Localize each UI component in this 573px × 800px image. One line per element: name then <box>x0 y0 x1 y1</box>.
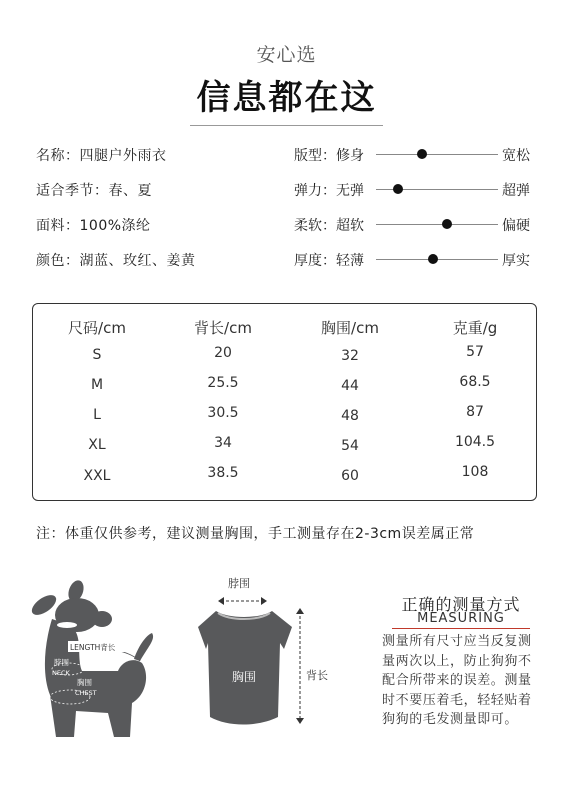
scale-track <box>376 224 498 225</box>
attr-label: 适合季节： <box>36 183 109 199</box>
table-header-weight: 克重/g <box>452 319 498 337</box>
table-cell: 54 <box>341 438 359 454</box>
table-cell: 60 <box>341 468 359 484</box>
attr-name <box>36 145 167 165</box>
dog-measure-diagram <box>22 575 172 750</box>
scale-right-label: 超弹 <box>502 183 530 199</box>
table-cell: 32 <box>341 348 359 364</box>
measuring-subtitle: MEASURING <box>417 611 505 626</box>
scale-label: 柔软：超软 <box>294 218 364 234</box>
dog-raincoat-icon <box>198 611 292 725</box>
dog-silhouette-icon <box>29 578 154 737</box>
measuring-title: 正确的测量方式 <box>401 595 521 614</box>
table-cell: 34 <box>214 435 232 451</box>
table-header-chest: 胸围/cm <box>321 319 379 337</box>
table-cell: S <box>92 347 102 363</box>
attr-label: 颜色： <box>36 253 80 269</box>
chest-label-en: CHEST <box>75 689 97 697</box>
chest-measure-label: 胸围 <box>232 670 257 684</box>
scale-marker <box>417 149 427 159</box>
table-cell: 48 <box>341 408 359 424</box>
scale-right-label: 宽松 <box>502 148 530 164</box>
chest-label-cn: 胸围 <box>77 678 92 687</box>
scale-marker <box>442 219 452 229</box>
scale-right-label: 厚实 <box>502 253 530 269</box>
table-cell: 104.5 <box>454 434 496 450</box>
measuring-divider <box>392 628 530 629</box>
table-cell: 68.5 <box>459 374 491 390</box>
scale-marker <box>428 254 438 264</box>
table-cell: 20 <box>214 345 232 361</box>
table-header-size: 尺码/cm <box>68 319 126 337</box>
neck-label-cn: 脖围 <box>54 658 69 667</box>
measuring-instructions: 测量所有尺寸应当反复测量两次以上，防止狗狗不配合所带来的误差。测量时不要压着毛，轻轻贴着狗狗的毛发测量即可。 <box>382 634 532 727</box>
attr-value: 100%涤纶 <box>79 218 151 234</box>
table-header-back-length: 背长/cm <box>194 319 252 337</box>
attr-color <box>36 250 196 270</box>
table-cell: 30.5 <box>207 405 239 421</box>
scale-label: 版型：修身 <box>294 148 364 164</box>
table-cell: 57 <box>466 344 484 360</box>
size-note: 注：体重仅供参考，建议测量胸围，手工测量存在2-3cm误差属正常 <box>36 526 475 542</box>
back-length-label: 背长 <box>306 669 328 682</box>
length-label: LENGTH背长 <box>70 643 116 652</box>
attr-value: 四腿户外雨衣 <box>79 148 167 164</box>
table-cell: XXL <box>83 468 111 484</box>
table-cell: L <box>93 407 101 423</box>
neck-label-en: NECK <box>52 669 70 677</box>
scale-marker <box>393 184 403 194</box>
page-title: 信息都在这 <box>196 78 377 118</box>
attr-label: 面料： <box>36 218 80 234</box>
table-cell: 38.5 <box>207 465 239 481</box>
attr-fabric <box>36 215 151 235</box>
attr-value: 湖蓝、玫红、姜黄 <box>79 253 196 269</box>
attr-label: 名称： <box>36 148 80 164</box>
title-divider <box>190 125 383 126</box>
page-subtitle: 安心选 <box>256 44 317 66</box>
scale-label: 弹力：无弹 <box>294 183 364 199</box>
table-cell: 44 <box>341 378 359 394</box>
table-cell: 87 <box>466 404 484 420</box>
table-cell: XL <box>88 437 106 453</box>
attr-value: 春、夏 <box>108 183 152 199</box>
scale-track <box>376 154 498 155</box>
garment-measure-diagram <box>188 575 338 735</box>
table-cell: 108 <box>461 464 489 480</box>
scale-right-label: 偏硬 <box>502 218 530 234</box>
table-cell: 25.5 <box>207 375 239 391</box>
neck-measure-label: 脖围 <box>228 577 250 590</box>
attr-season <box>36 180 152 200</box>
table-cell: M <box>90 377 104 393</box>
scale-label: 厚度：轻薄 <box>294 253 364 269</box>
